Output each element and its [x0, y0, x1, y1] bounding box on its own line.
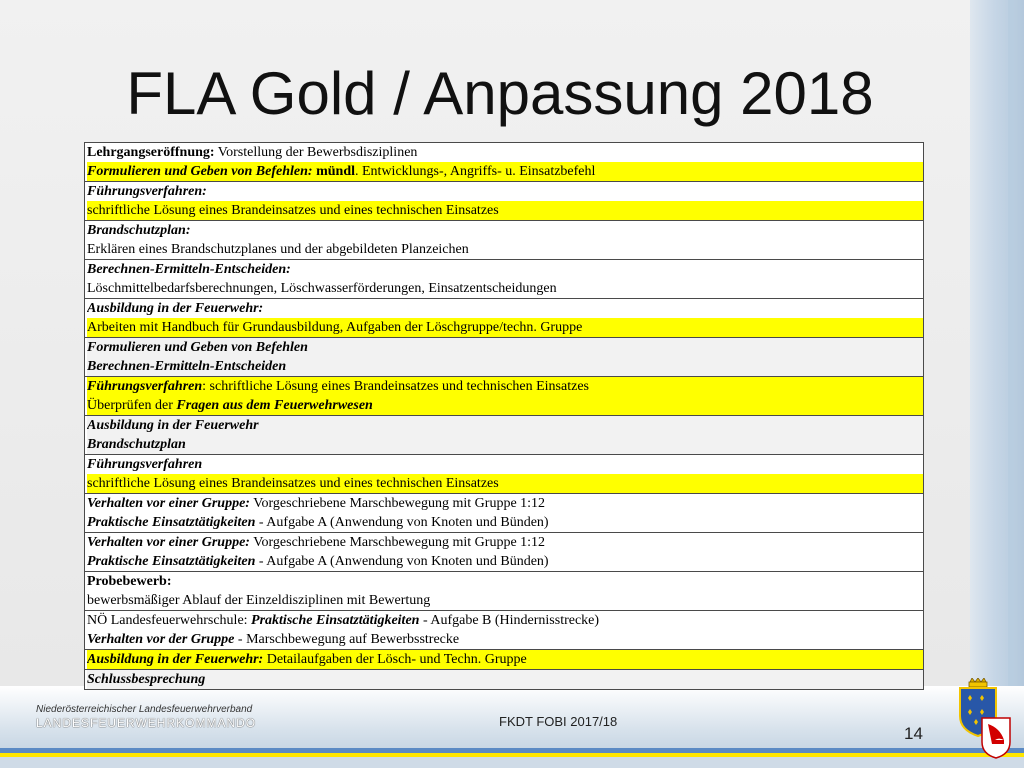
schedule-line — [87, 357, 923, 376]
schedule-line — [87, 221, 923, 240]
schedule-line — [87, 513, 923, 532]
schedule-line — [87, 630, 923, 649]
schedule-cell — [85, 533, 924, 572]
schedule-text: Fragen aus dem Feuerwehrwesen — [176, 398, 373, 413]
schedule-text: . Entwicklungs-, Angriffs- u. Einsatzbefehl — [355, 164, 596, 179]
schedule-cell — [85, 494, 924, 533]
schedule-text: Berechnen-Ermitteln-Entscheiden: — [87, 262, 291, 277]
schedule-line — [87, 611, 923, 630]
schedule-cell — [85, 377, 924, 416]
footer-center-label: FKDT FOBI 2017/18 — [499, 714, 618, 729]
schedule-cell — [85, 650, 924, 670]
schedule-row — [85, 455, 924, 494]
schedule-row — [85, 260, 924, 299]
schedule-text: Vorgeschriebene Marschbewegung mit Gruppe 1:12 — [249, 535, 546, 550]
schedule-cell — [85, 670, 924, 690]
schedule-line — [87, 182, 923, 201]
schedule-text: Probebewerb: — [87, 574, 172, 589]
schedule-line — [87, 435, 923, 454]
schedule-line — [87, 162, 923, 181]
schedule-text: Verhalten vor der Gruppe — [87, 632, 235, 647]
schedule-text: Formulieren und Geben von Befehlen — [87, 340, 308, 355]
schedule-line — [87, 416, 923, 435]
schedule-text: bewerbsmäßiger Ablauf der Einzeldisziplinen mit Bewertung — [87, 593, 431, 608]
schedule-cell — [85, 299, 924, 338]
schedule-line — [87, 670, 923, 689]
schedule-text: Vorstellung der Bewerbsdisziplinen — [214, 145, 418, 160]
schedule-row — [85, 611, 924, 650]
schedule-line — [87, 377, 923, 396]
schedule-line — [87, 279, 923, 298]
schedule-text: Arbeiten mit Handbuch für Grundausbildung, Aufgaben der Löschgruppe/techn. Gruppe — [87, 320, 583, 335]
coat-of-arms-logo-icon — [952, 678, 1014, 760]
schedule-text: Erklären eines Brandschutzplanes und der abgebildeten Planzeichen — [87, 242, 469, 257]
schedule-text: Führungsverfahren: — [87, 184, 207, 199]
schedule-line — [87, 201, 923, 220]
schedule-text: Führungsverfahren — [87, 457, 203, 472]
schedule-cell — [85, 572, 924, 611]
schedule-cell — [85, 221, 924, 260]
schedule-text: Ausbildung in der Feuerwehr — [87, 418, 259, 433]
schedule-cell — [85, 455, 924, 494]
schedule-line — [87, 299, 923, 318]
schedule-line — [87, 143, 923, 162]
schedule-line — [87, 338, 923, 357]
schedule-text: - Marschbewegung auf Bewerbsstrecke — [234, 632, 460, 647]
schedule-line — [87, 552, 923, 571]
schedule-text: : schriftliche Lösung eines Brandeinsatzes und technischen Einsatzes — [202, 379, 589, 394]
schedule-row — [85, 670, 924, 690]
schedule-text: Löschmittelbedarfsberechnungen, Löschwasserförderungen, Einsatzentscheidungen — [87, 281, 557, 296]
schedule-cell — [85, 416, 924, 455]
schedule-text: Vorgeschriebene Marschbewegung mit Gruppe 1:12 — [249, 496, 546, 511]
schedule-text: Verhalten vor einer Gruppe: — [87, 496, 250, 511]
schedule-row — [85, 338, 924, 377]
schedule-body — [85, 143, 924, 690]
schedule-row — [85, 143, 924, 182]
schedule-line — [87, 494, 923, 513]
schedule-text: Ausbildung in der Feuerwehr: — [87, 301, 264, 316]
course-schedule-table — [84, 142, 924, 690]
schedule-cell — [85, 611, 924, 650]
schedule-cell — [85, 182, 924, 221]
schedule-line — [87, 591, 923, 610]
schedule-text: mündl — [312, 164, 355, 179]
schedule-text: Praktische Einsatztätigkeiten — [87, 515, 256, 530]
schedule-row — [85, 572, 924, 611]
schedule-text: Schlussbesprechung — [87, 672, 206, 687]
schedule-text: - Aufgabe A (Anwendung von Knoten und Bünden) — [255, 554, 549, 569]
schedule-text: NÖ Landesfeuerwehrschule: — [87, 613, 252, 628]
schedule-text: Praktische Einsatztätigkeiten — [251, 613, 420, 628]
schedule-text: Brandschutzplan: — [87, 223, 191, 238]
schedule-line — [87, 240, 923, 259]
schedule-line — [87, 650, 923, 669]
schedule-text: Detailaufgaben der Lösch- und Techn. Gruppe — [263, 652, 527, 667]
schedule-text: Führungsverfahren — [87, 379, 203, 394]
footer-line-light — [0, 757, 1024, 768]
schedule-line — [87, 474, 923, 493]
schedule-text: Überprüfen der — [87, 398, 177, 413]
schedule-line — [87, 260, 923, 279]
schedule-row — [85, 221, 924, 260]
slide-title: FLA Gold / Anpassung 2018 — [126, 60, 874, 127]
schedule-text: Berechnen-Ermitteln-Entscheiden — [87, 359, 287, 374]
schedule-cell — [85, 260, 924, 299]
schedule-line — [87, 396, 923, 415]
schedule-text: Formulieren und Geben von Befehlen: — [87, 164, 313, 179]
schedule-text: Lehrgangseröffnung: — [87, 145, 215, 160]
schedule-line — [87, 533, 923, 552]
schedule-text: - Aufgabe A (Anwendung von Knoten und Bünden) — [255, 515, 549, 530]
schedule-row — [85, 182, 924, 221]
schedule-row — [85, 377, 924, 416]
org-name: Niederösterreichischer Landesfeuerwehrverband — [36, 704, 253, 715]
schedule-text: - Aufgabe B (Hindernisstrecke) — [419, 613, 600, 628]
schedule-cell — [85, 338, 924, 377]
schedule-text: schriftliche Lösung eines Brandeinsatzes und eines technischen Einsatzes — [87, 203, 499, 218]
schedule-row — [85, 650, 924, 670]
schedule-row — [85, 299, 924, 338]
schedule-line — [87, 318, 923, 337]
schedule-text: schriftliche Lösung eines Brandeinsatzes und eines technischen Einsatzes — [87, 476, 499, 491]
schedule-text: Verhalten vor einer Gruppe: — [87, 535, 250, 550]
schedule-cell — [85, 143, 924, 182]
schedule-line — [87, 572, 923, 591]
schedule-text: Ausbildung in der Feuerwehr: — [87, 652, 264, 667]
schedule-line — [87, 455, 923, 474]
org-subtitle: LANDESFEUERWEHRKOMMANDO — [36, 716, 257, 730]
schedule-row — [85, 494, 924, 533]
schedule-row — [85, 416, 924, 455]
schedule-text: Brandschutzplan — [87, 437, 186, 452]
schedule-row — [85, 533, 924, 572]
page-number: 14 — [904, 724, 923, 743]
schedule-text: Praktische Einsatztätigkeiten — [87, 554, 256, 569]
